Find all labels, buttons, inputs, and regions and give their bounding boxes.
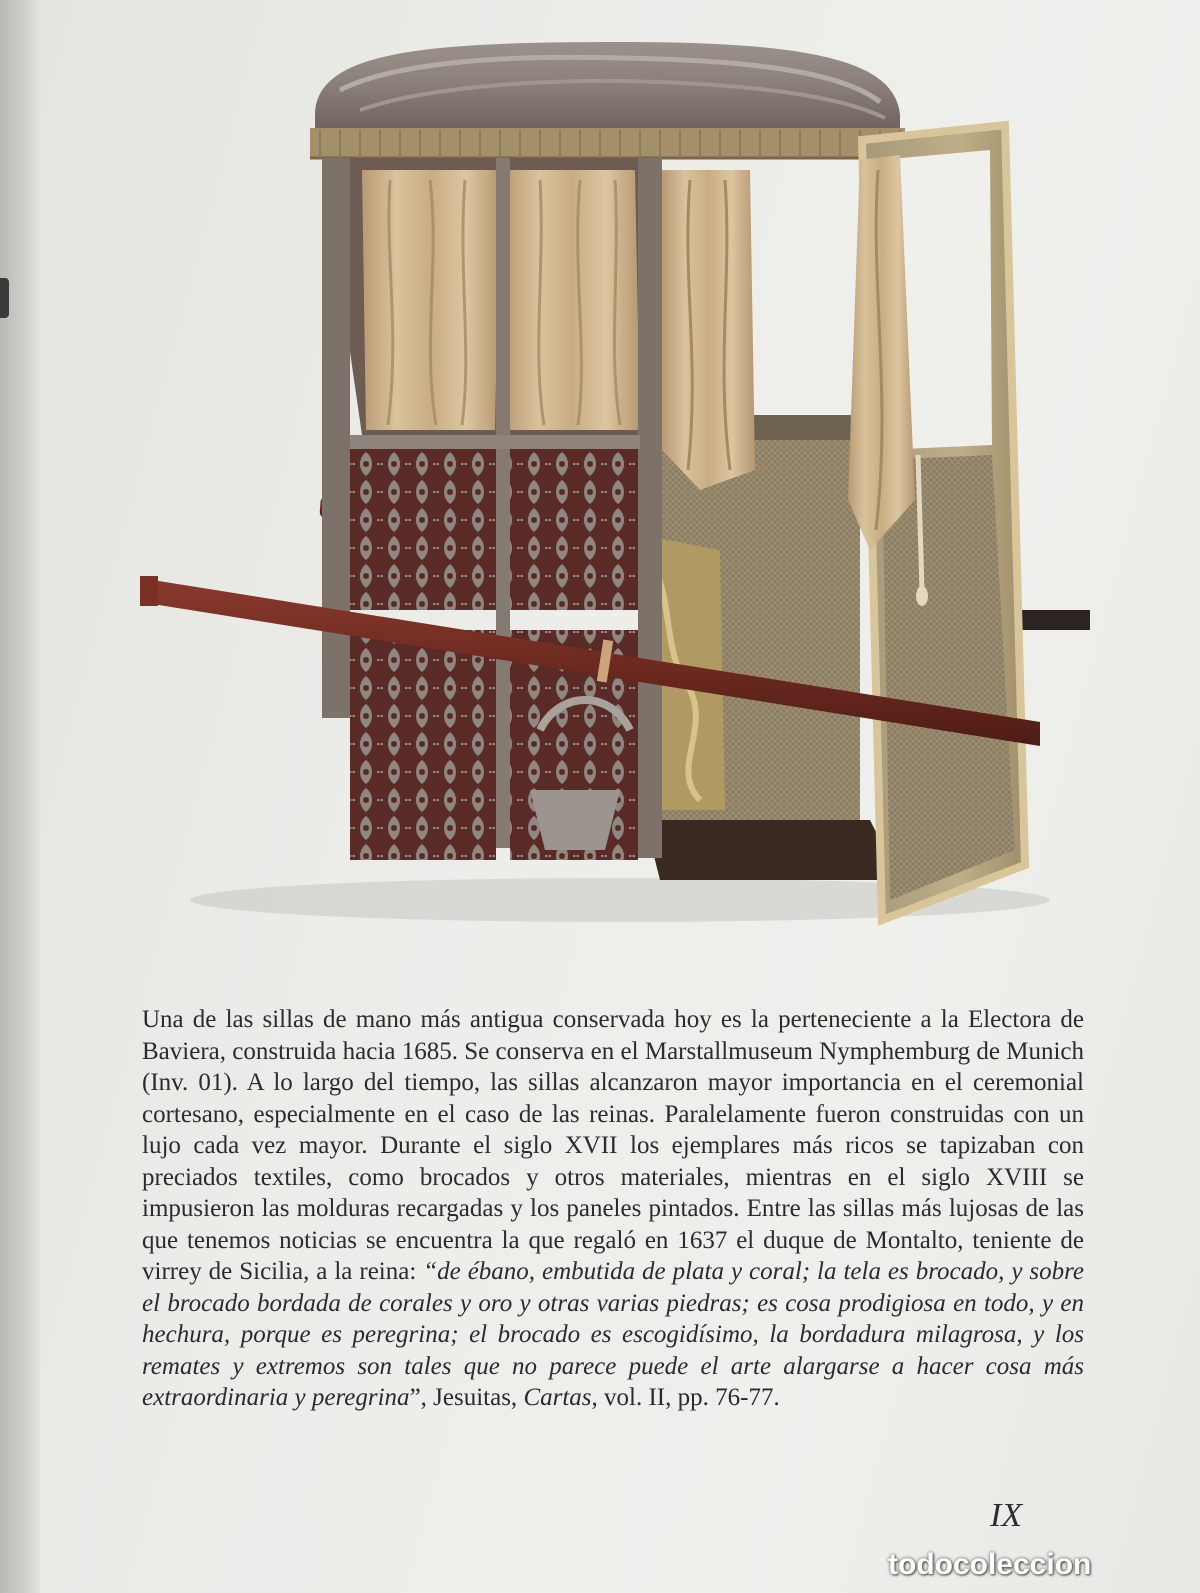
citation-post: , vol. II, pp. 76-77.	[591, 1384, 780, 1411]
sedan-chair-photo	[100, 30, 1110, 930]
previous-page-edge	[0, 0, 44, 1593]
watermark-logo: todocoleccion	[888, 1548, 1092, 1581]
body-text-plain: Una de las sillas de mano más antigua conservada hoy es la perteneciente a la Electora de Baviera, construida hacia 1685. Se conserva en el Marstallmuseum Nymphemburg de Munich (Inv. 01). A lo largo del tiempo, las sillas alcanzaron mayor importancia en el ceremonial cortesano, especialmente en el caso de las reinas. Paralelamente fueron construidas con un lujo cada vez mayor. Durante el siglo XVII los ejemplares más ricos se tapizaban con preciados textiles, como brocados y otros materiales, mientras en el siglo XVIII se impusieron las molduras recargadas y los paneles pintados. Entre las sillas más lujosas de las que tenemos noticias se encuentra la que regaló en 1637 el duque de Montalto, teniente de virrey de Sicilia, a la reina:	[142, 1006, 1084, 1285]
page-number: IX	[990, 1497, 1023, 1534]
page-edge-mark	[0, 278, 9, 318]
body-paragraph	[142, 1004, 1084, 1414]
book-page	[40, 0, 1200, 1593]
citation-pre: ”, Jesuitas,	[409, 1384, 524, 1411]
body-text-quote: “de ébano, embutida de plata y coral; la tela es brocado, y sobre el brocado bordada de corales y oro y otras varias piedras; es cosa prodigiosa en todo, y en hechura, porque es peregrina; el brocado es escogidísimo, la bordadura milagrosa, y los remates y extremos son tales que no parece puede el arte alargarse a hacer cosa más extraordinaria y peregrina	[142, 1258, 1084, 1411]
citation-title: Cartas	[523, 1384, 592, 1411]
